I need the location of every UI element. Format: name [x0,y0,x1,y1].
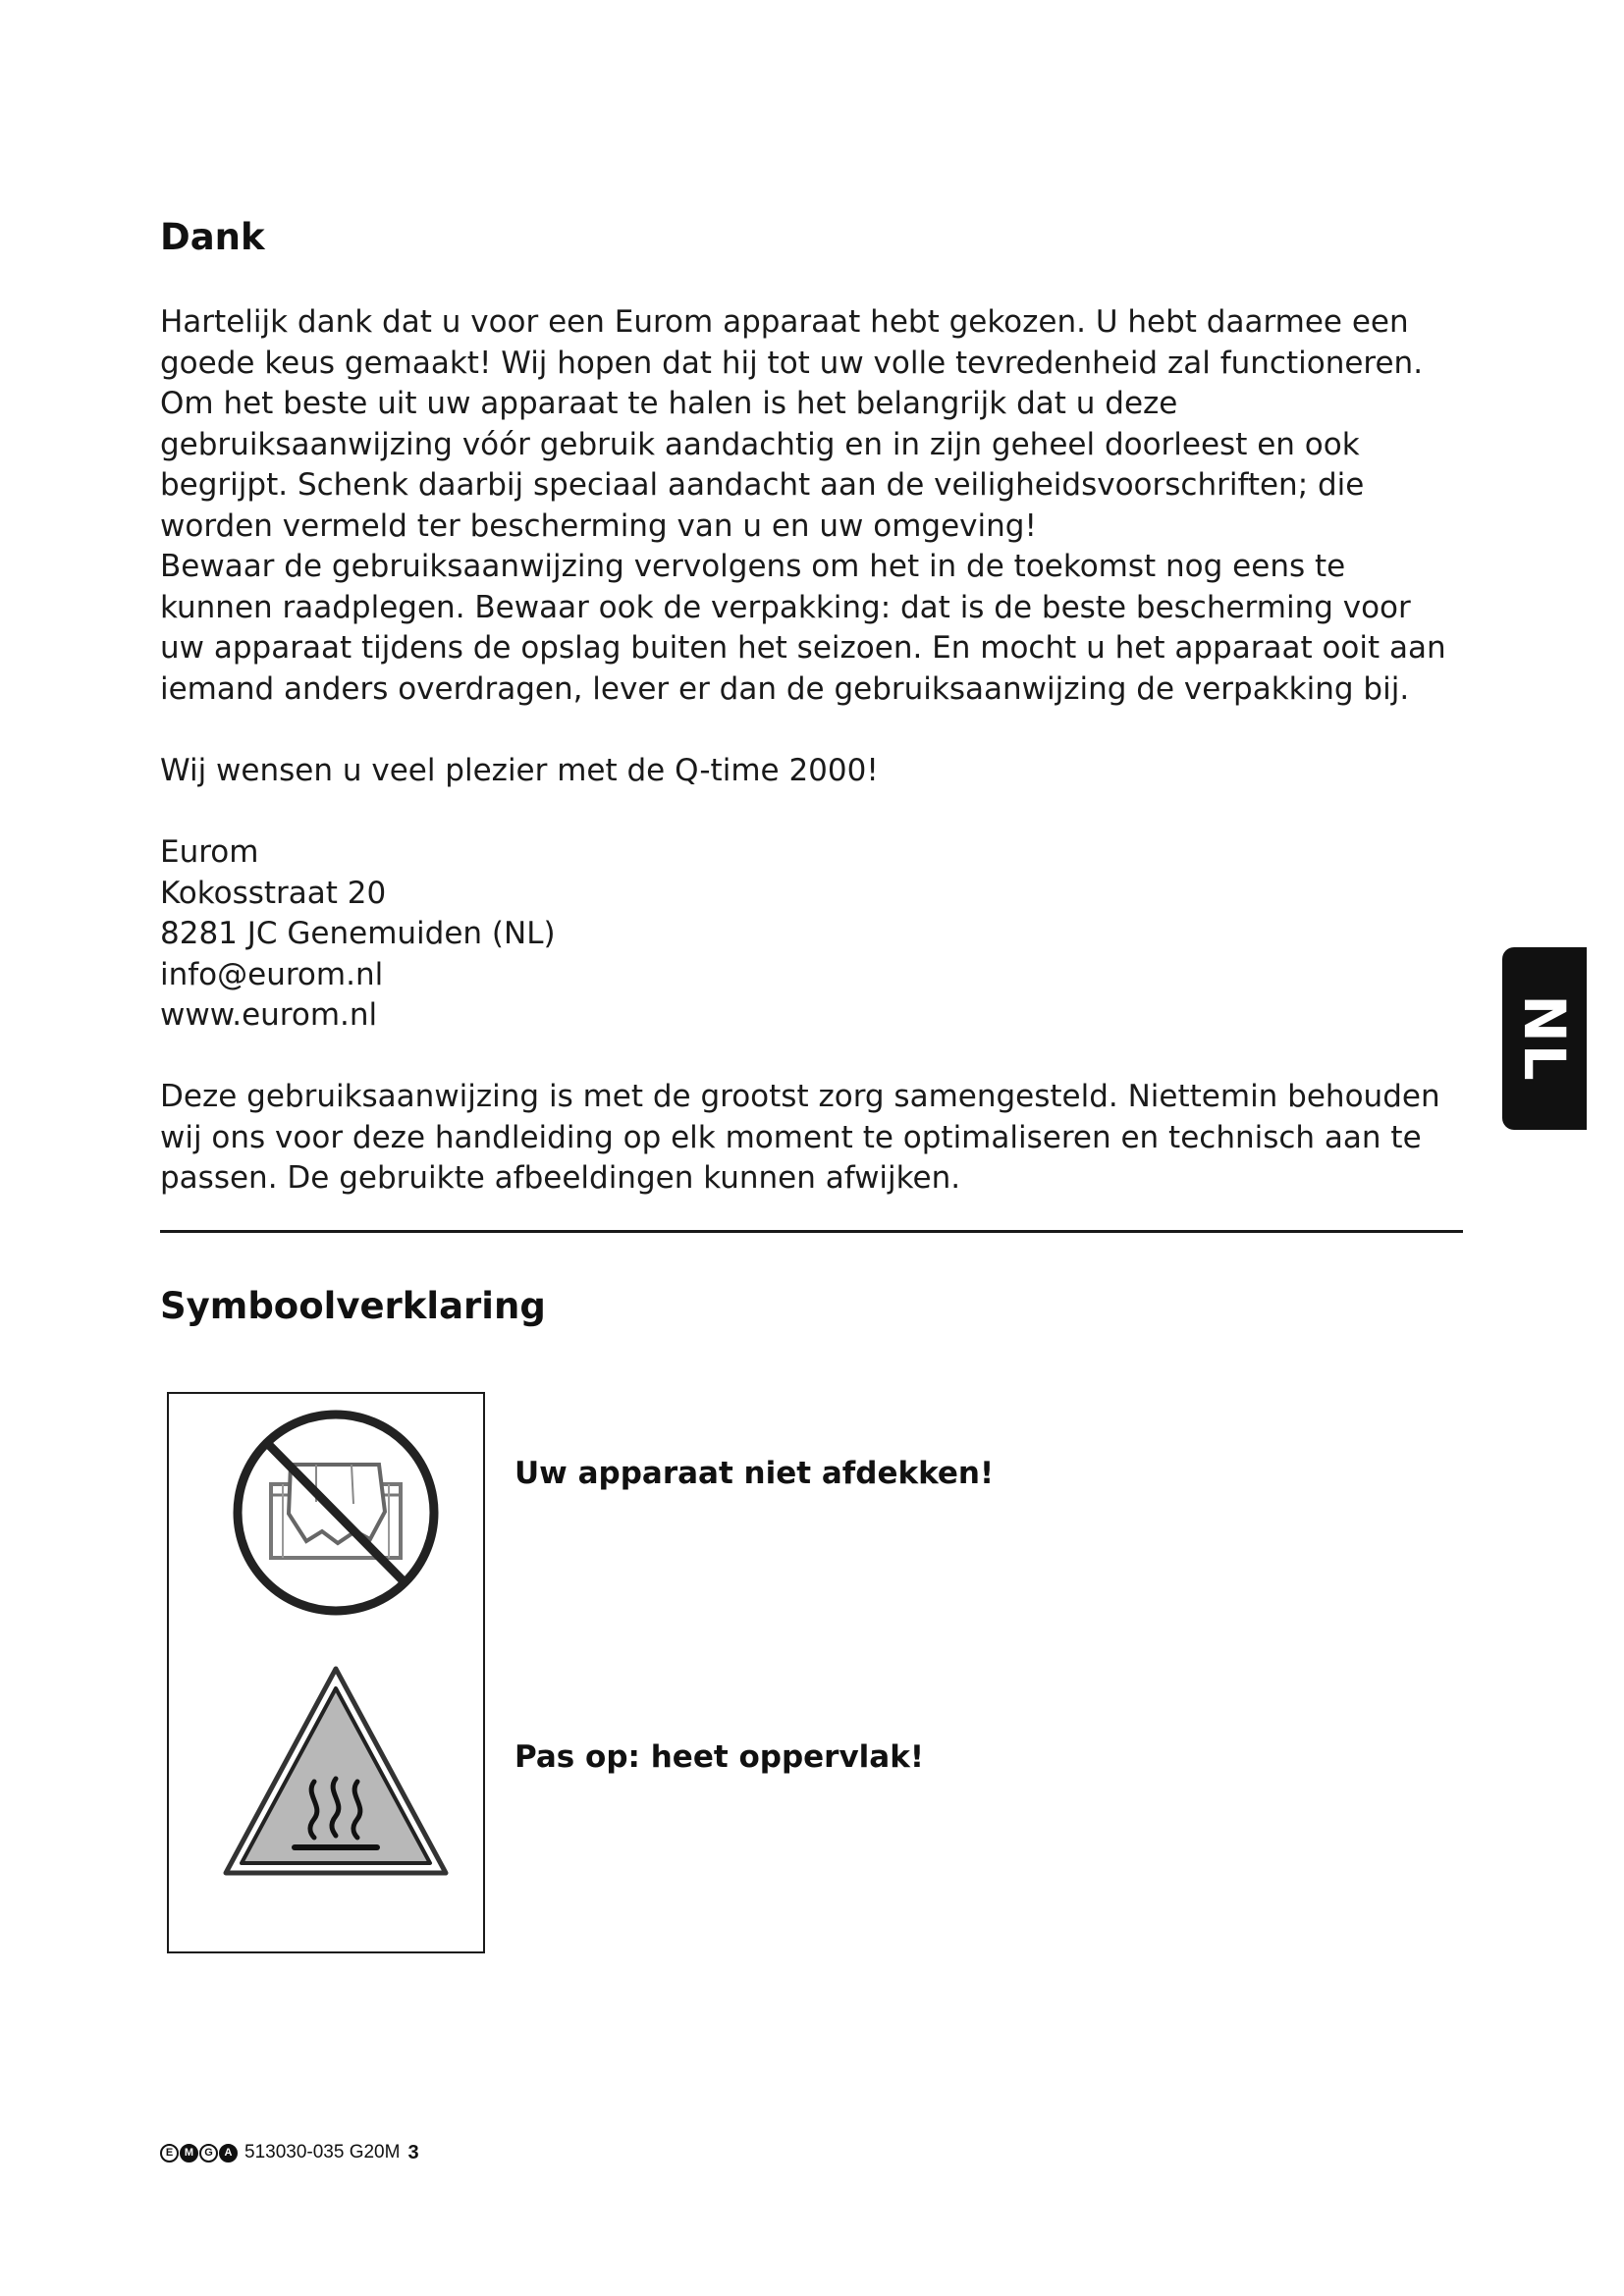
symbol-label-hot-surface: Pas op: heet oppervlak! [514,1739,924,1775]
wish-paragraph: Wij wensen u veel plezier met de Q-time 2000! [160,753,879,788]
disclaimer-paragraph: Deze gebruiksaanwijzing is met de grootst zorg samengesteld. Niettemin behouden wij ons voor deze handleiding op elk moment te optimaliseren en technisch aan te passen. De gebruikte afbeeldingen kunnen afwijken. [160,1079,1440,1196]
intro-paragraph: Hartelijk dank dat u voor een Eurom apparaat hebt gekozen. U hebt daarmee een goede keus gemaakt! Wij hopen dat hij tot uw volle tevredenheid zal functioneren. Om het beste uit uw apparaat te halen is het belangrijk dat u deze gebruiksaanwijzing vóór gebruik aandachtig en in zijn geheel doorleest en ook begrijpt. Schenk daarbij speciaal aandacht aan de veiligheidsvoorschriften; die worden vermeld ter bescherming van u en uw omgeving! Bewaar de gebruiksaanwijzing vervolgens om het in de toekomst nog eens te kunnen raadplegen. Bewaar ook de verpakking: dat is de beste bescherming voor uw apparaat tijdens de opslag buiten het seizoen. En mocht u het apparaat ooit aan iemand anders overdragen, lever er dan de gebruiksaanwijzing de verpakking bij. [160,304,1446,707]
language-tab [1502,947,1587,1130]
footer-code: 513030-035 G20M [244,2142,401,2163]
symbol-label-do-not-cover: Uw apparaat niet afdekken! [514,1456,995,1491]
page-footer [160,2140,419,2165]
section-title-dank: Dank [160,216,265,258]
section-title-symbols: Symboolverklaring [160,1285,546,1327]
emga-logo-letter: M [180,2144,198,2163]
emga-logo-letter: G [199,2144,218,2163]
address-block: Eurom Kokosstraat 20 8281 JC Genemuiden (NL) info@eurom.nl www.eurom.nl [160,834,556,1033]
do-not-cover-icon [238,1415,434,1611]
emga-logo [160,2144,239,2163]
symbol-graphics [169,1394,483,1951]
hot-surface-warning-icon [226,1669,446,1873]
language-tab-label: NL [1511,994,1578,1083]
emga-logo-letter: E [160,2144,179,2163]
page-number: 3 [407,2141,419,2163]
emga-logo-letter: A [219,2144,238,2163]
section-divider [160,1230,1463,1233]
symbol-panel [167,1392,485,1953]
